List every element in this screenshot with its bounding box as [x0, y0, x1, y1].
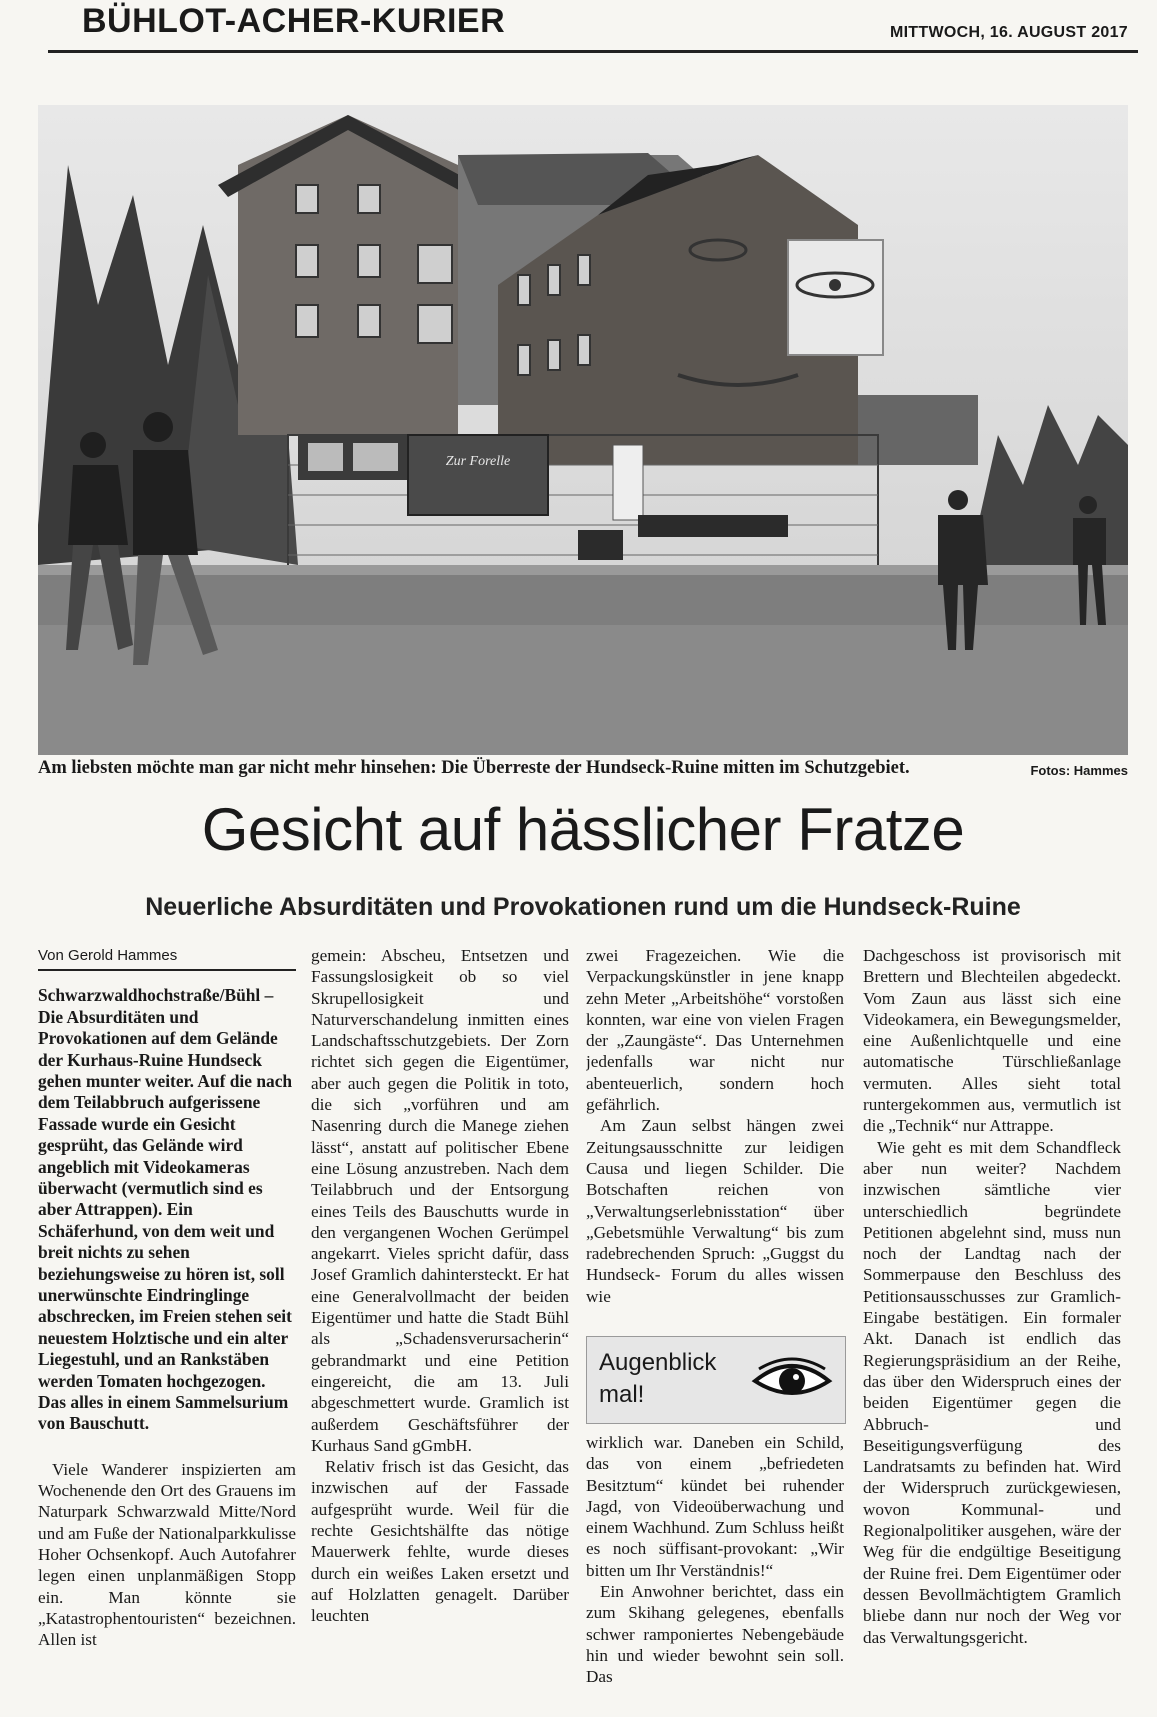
byline: Von Gerold Hammes — [38, 945, 296, 971]
masthead — [48, 0, 1138, 53]
ruin-photo — [38, 105, 1128, 755]
augenblick-box — [586, 1336, 846, 1424]
newspaper-name: BÜHLOT-ACHER-KURIER — [82, 2, 506, 40]
body-paragraph: wirklich war. Daneben ein Schild, das von einem „befriedeten Besitztum“ kündet bei ruhender Jagd, von Videoüberwachung und einem Wachhund. Zum Schluss heißt es noch süffisant-provokant: „Wir bitten um Ihr Verständnis!“ — [586, 1433, 844, 1580]
body-paragraph: zwei Fragezeichen. Wie die Verpackungskünstler in jene knapp zehn Meter „Arbeitshöhe“ vorstoßen konnten, war eine von vielen Fragen der „Zaungäste“. Das Unternehmen jedenfalls war nicht nur abenteuerlich, sondern hoch gefährlich. — [586, 946, 844, 1115]
body-paragraph: gemein: Abscheu, Entsetzen und Fassungslosigkeit ob so viel Skrupellosigkeit und Naturverschandelung inmitten eines Landschaftsschutzgebiets. Der Zorn richtet sich gegen die Eigentümer, aber auch gegen die Politik in toto, die sich „vorführen und am Nasenring durch die Manege ziehen lässt“, anstatt auf politischer Ebene eine Lösung anzustreben. Nach dem Teilabbruch und der Entsorgung eines Teils des Bauschutts wurde in den vergangenen Wochen Gerümpel angekarrt. Vieles spricht dafür, dass Josef Gramlich dahintersteckt. Er hat eine Generalvollmacht der beiden Eigentümer und hatte die Stadt Bühl als „Schadensverursacherin“ gebrandmarkt und eine Petition eingereicht, die am 13. Juli abgeschmettert wurde. Gramlich ist außerdem Geschäftsführer der Kurhaus Sand gGmbH. — [311, 946, 569, 1455]
restaurant-sign-text: Zur Forelle — [445, 454, 511, 469]
article-column-3-bottom — [586, 1432, 844, 1715]
body-paragraph: Am Zaun selbst hängen zwei Zeitungsausschnitte zur leidigen Causa und liegen Schilder. Die Botschaften reichen von „Verwaltungserlebnisstation“ über „Gebetsmühle Verwaltung“ bis zum radebrechenden Spruch: „Guggst du Hundseck- Forum du alles wissen wie — [586, 1116, 844, 1306]
body-paragraph: Viele Wanderer inspizierten am Wochenende den Ort des Grauens im Naturpark Schwarzwald Mitte/Nord und am Fuße der Nationalparkkulisse Hoher Ochsenkopf. Auch Autofahrer legen einen unplanmäßigen Stopp ein. Man könnte sie „Katastrophentouristen“ bezeichnen. Allen ist — [38, 1459, 296, 1650]
body-paragraph: Relativ frisch ist das Gesicht, das inzwischen auf der Fassade aufgesprüht wurde. Weil für die rechte Gesichtshälfte das nötige Mauerwerk fehlte, wurde dieses durch ein weißes Laken ersetzt und auf Holzlatten genagelt. Darüber leuchten — [311, 1457, 569, 1626]
headline: Gesicht auf hässlicher Fratze — [201, 796, 965, 863]
ruin-photo-illustration — [38, 105, 1128, 755]
subheadline: Neuerliche Absurditäten und Provokationen rund um die Hundseck-Ruine — [145, 893, 1021, 921]
article-column-1 — [38, 945, 296, 1715]
body-paragraph: Dachgeschoss ist provisorisch mit Brettern und Blechteilen abgedeckt. Vom Zaun aus lässt sich eine Videokamera, ein Bewegungsmelder, eine Außenlichtquelle und eine automatische Türschließanlage vermuten. Alles sieht total runtergekommen aus, vermutlich ist die „Technik“ nur Attrappe. — [863, 946, 1121, 1136]
newspaper-page — [38, 0, 1138, 1717]
article-column-3-top — [586, 945, 844, 1330]
article-column-2 — [311, 945, 569, 1715]
issue-date: MITTWOCH, 16. AUGUST 2017 — [889, 24, 1128, 41]
augenblick-title: Augenblick mal! — [599, 1349, 717, 1408]
caption-text: Am liebsten möchte man gar nicht mehr hinsehen: Die Überreste der Hundseck-Ruine mitten im Schutzgebiet. — [38, 758, 910, 778]
body-paragraph: Ein Anwohner berichtet, dass ein zum Skihang gelegenes, ebenfalls schwer ramponiertes Nebengebäude hin und wieder bewohnt sein soll. Das — [586, 1582, 844, 1687]
photo-caption — [38, 758, 1128, 779]
body-paragraph: Wie geht es mit dem Schandfleck aber nun weiter? Nachdem inzwischen sämtliche vier unterschiedlich begründete Petitionen abgelehnt sind, muss nun noch der Landtag nach der Sommerpause den Beschluss des Petitionsausschusses zur Gramlich-Eingabe bestätigen. Ein formaler Akt. Danach ist endlich das Regierungspräsidium an der Reihe, das über den Widerspruch eines der beiden Eigentümer gegen die Abbruch- und Beseitigungsverfügung des Landratsamts zu befinden hat. Wird der Widerspruch zurückgewiesen, wovon Kommunal- und Regionalpolitiker ausgehen, wäre der Weg für die endgültige Beseitigung der Ruine frei. Dem Eigentümer oder dessen Bevollmächtigtem Gramlich bliebe dann nur noch der Weg vor das Verwaltungsgericht. — [863, 1137, 1121, 1647]
eye-icon — [751, 1355, 833, 1403]
lead-paragraph: Schwarzwaldhochstraße/Bühl – Die Absurditäten und Provokationen auf dem Gelände der Kurhaus-Ruine Hundseck gehen munter weiter. Auf die nach dem Teilabbruch aufgerissene Fassade wurde ein Gesicht gesprüht, das Gelände wird angeblich mit Videokameras überwacht (vermutlich sind es aber Attrappen). Ein Schäferhund, von dem weit und breit nichts zu sehen beziehungsweise zu hören ist, soll unerwünschte Eindringlinge abschrecken, im Freien stehen seit neuestem Holztische und ein alter Liegestuhl, und an Rankstäben werden Tomaten hochgezogen. Das alles in einem Sammelsurium von Bauschutt. — [38, 985, 293, 1434]
photo-credit: Fotos: Hammes — [1030, 763, 1128, 778]
article-column-4 — [863, 945, 1121, 1715]
